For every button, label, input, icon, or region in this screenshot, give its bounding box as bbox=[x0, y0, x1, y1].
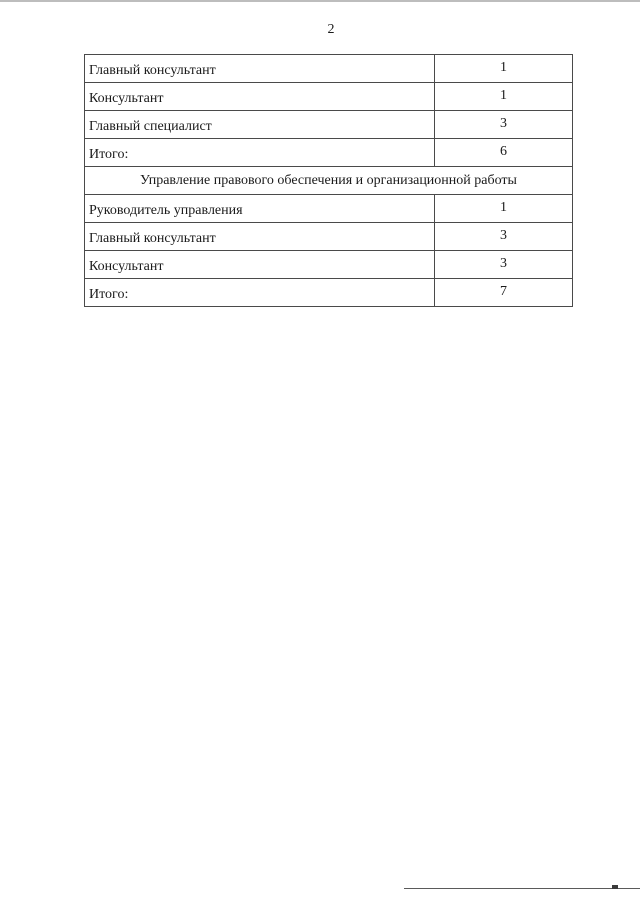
total-label-cell: Итого: bbox=[85, 139, 435, 167]
table-row-total bbox=[85, 139, 573, 167]
count-cell: 1 bbox=[435, 55, 573, 83]
count-cell: 1 bbox=[435, 83, 573, 111]
table-section-row bbox=[85, 167, 573, 195]
table-row bbox=[85, 55, 573, 83]
table-row bbox=[85, 195, 573, 223]
table-row bbox=[85, 223, 573, 251]
position-cell: Главный консультант bbox=[85, 223, 435, 251]
position-cell: Консультант bbox=[85, 251, 435, 279]
total-count-cell: 7 bbox=[435, 279, 573, 307]
page-number: 2 bbox=[327, 22, 335, 37]
table-row bbox=[85, 251, 573, 279]
scan-artifact-mark bbox=[612, 885, 618, 889]
position-cell: Главный консультант bbox=[85, 55, 435, 83]
section-heading: Управление правового обеспечения и организационной работы bbox=[85, 167, 573, 195]
table-row-total bbox=[85, 279, 573, 307]
count-cell: 1 bbox=[435, 195, 573, 223]
table-row bbox=[85, 83, 573, 111]
total-label-cell: Итого: bbox=[85, 279, 435, 307]
count-cell: 3 bbox=[435, 251, 573, 279]
staff-table bbox=[84, 54, 573, 307]
page-top-edge bbox=[0, 0, 640, 2]
total-count-cell: 6 bbox=[435, 139, 573, 167]
scan-artifact-line bbox=[404, 888, 640, 889]
table-row bbox=[85, 111, 573, 139]
position-cell: Главный специалист bbox=[85, 111, 435, 139]
position-cell: Руководитель управления bbox=[85, 195, 435, 223]
count-cell: 3 bbox=[435, 223, 573, 251]
position-cell: Консультант bbox=[85, 83, 435, 111]
count-cell: 3 bbox=[435, 111, 573, 139]
